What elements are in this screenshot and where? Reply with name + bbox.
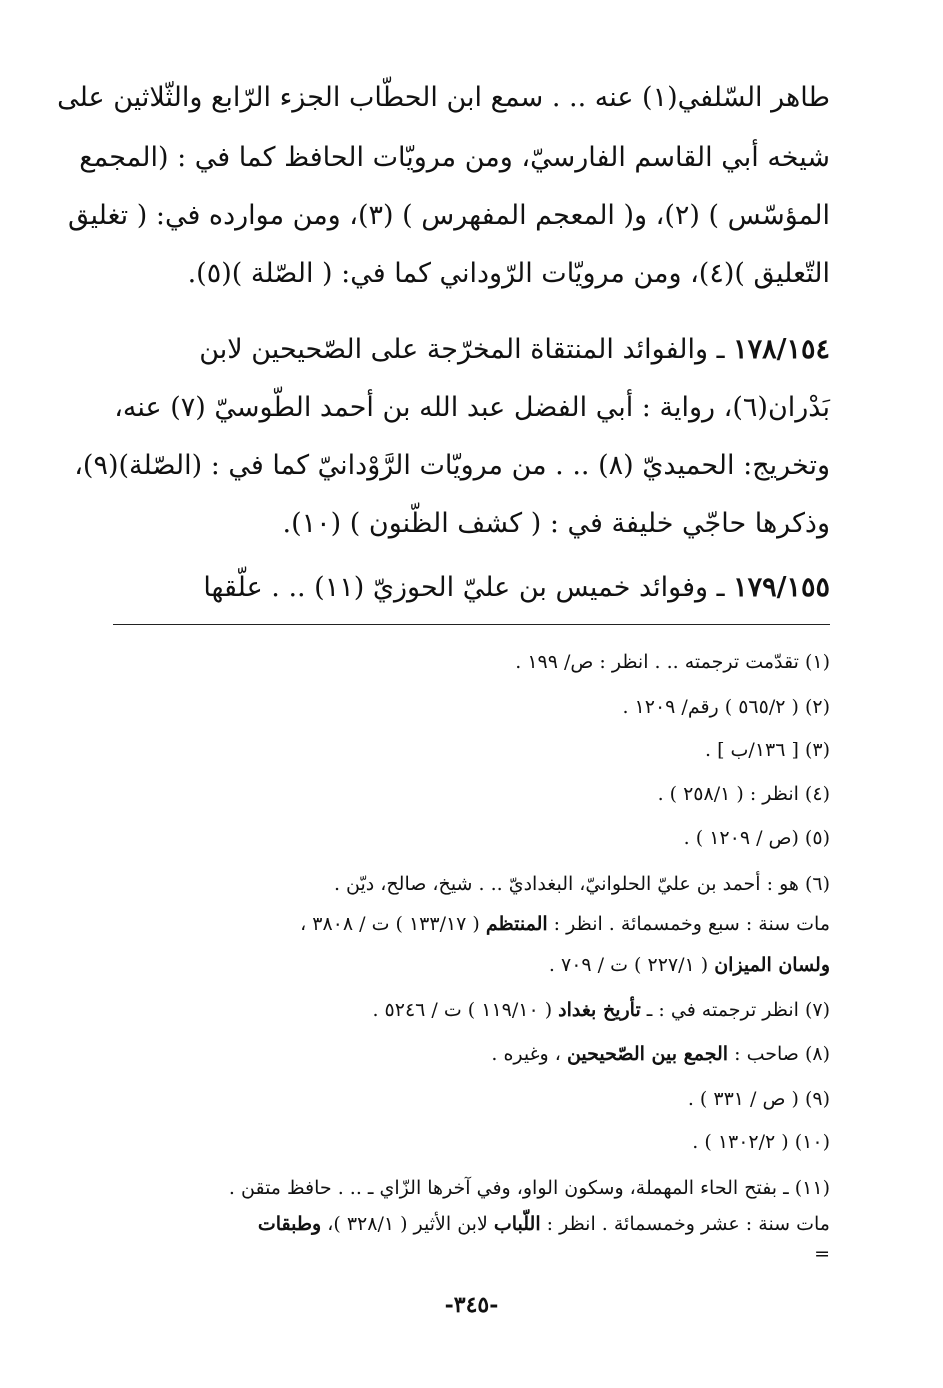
footnote-7-ref: ( ١١٩/١٠ ) ت / ٥٢٤٦ .	[372, 999, 559, 1021]
entry-number-179: ١٧٩/١٥٥	[733, 572, 830, 603]
entry-178-line-4: وذكرها حاجّي خليفة في : ( كشف الظّنون ) (١٠).	[282, 508, 830, 539]
footnote-6-text: مات سنة : سبع وخمسمائة . انظر :	[547, 913, 830, 935]
footnote-3: (٣) [ ١٣٦/ب ] .	[705, 739, 830, 761]
body-line-3: المؤسّس ) (٢)، و( المعجم المفهرس ) (٣)، ومن موارده في: ( تغليق	[68, 200, 830, 231]
footnote-8	[110, 1040, 830, 1068]
entry-178-line-2: بَدْران(٦)، رواية : أبي الفضل عبد الله بن أحمد الطّوسيّ (٧) عنه،	[114, 392, 830, 423]
entry-number-178: ١٧٨/١٥٤	[733, 334, 830, 365]
footnote-6-ref-2: ( ٢٢٧/١ ) ت / ٧٠٩ .	[548, 954, 715, 976]
body-line-1: طاهر السّلفي(١) عنه .. . سمع ابن الحطّاب الجزء الرّابع والثّلاثين على	[57, 82, 830, 113]
footnote-11-continued	[110, 1210, 830, 1238]
footnote-6-continued-2	[110, 951, 830, 979]
footnote-11: (١١) ـ بفتح الحاء المهملة، وسكون الواو، وفي آخرها الزّاي ـ .. . حافظ متقن .	[228, 1177, 830, 1199]
source-title-lisan: ولسان الميزان	[714, 954, 830, 976]
footnote-separator	[113, 624, 830, 625]
footnote-2: (٢) ( ٥٦٥/٢ ) رقم/ ١٢٠٩ .	[622, 696, 830, 718]
body-line-4: التّعليق )(٤)، ومن مرويّات الرّوداني كما في: ( الصّلة )(٥).	[187, 258, 830, 289]
continuation-mark: =	[814, 1243, 830, 1265]
entry-178-line-3: وتخريج: الحميديّ (٨) .. . من مرويّات الرَّوْدانيّ كما في : (الصّلة)(٩)،	[74, 450, 830, 481]
entry-178-first-line	[110, 330, 830, 370]
entry-179-first-line	[110, 568, 830, 608]
source-title-muntazam: المنتظم	[485, 913, 548, 935]
footnote-1: (١) تقدّمت ترجمته .. . انظر : ص/ ١٩٩ .	[515, 651, 830, 673]
footnote-6-continued	[110, 910, 830, 938]
source-title-jam: الجمع بين الصّحيحين	[566, 1043, 729, 1065]
footnote-5: (٥) (ص / ١٢٠٩ ) .	[683, 827, 830, 849]
footnote-11-ref: لابن الأثير ( ٣٢٨/١ )،	[321, 1213, 494, 1235]
footnote-11-text: مات سنة : عشر وخمسمائة . انظر :	[540, 1213, 830, 1235]
page-number: -٣٤٥-	[444, 1292, 499, 1318]
entry-179-title: ـ وفوائد خميس بن عليّ الحوزيّ (١١) .. . علّقها	[203, 572, 734, 603]
footnote-4: (٤) انظر : ( ٢٥٨/١ ) .	[657, 783, 830, 805]
entry-178-title: ـ والفوائد المنتقاة المخرّجة على الصّحيحين لابن	[199, 334, 734, 365]
footnote-8-ref: ، وغيره .	[491, 1043, 567, 1065]
footnote-9: (٩) ( ص / ٣٣١ ) .	[687, 1088, 830, 1110]
footnote-8-text: (٨) صاحب :	[728, 1043, 830, 1065]
footnote-7-text: (٧) انظر ترجمته في : ـ	[640, 999, 830, 1021]
footnote-10: (١٠) ( ١٣٠٢/٢ ) .	[692, 1131, 830, 1153]
source-title-baghdad: تأريخ بغداد	[558, 999, 641, 1021]
source-title-lubab: اللّباب	[493, 1213, 541, 1235]
source-title-tabaqat: وطبقات	[257, 1213, 322, 1235]
footnote-6: (٦) هو : أحمد بن عليّ الحلوانيّ، البغداديّ .. . شيخ، صالح، ديّن .	[333, 873, 830, 895]
footnote-6-ref: ( ١٣٣/١٧ ) ت / ٣٨٠٨ ،	[300, 913, 486, 935]
footnote-7	[110, 996, 830, 1024]
body-line-2: شيخه أبي القاسم الفارسيّ، ومن مرويّات الحافظ كما في : (المجمع	[79, 142, 830, 173]
